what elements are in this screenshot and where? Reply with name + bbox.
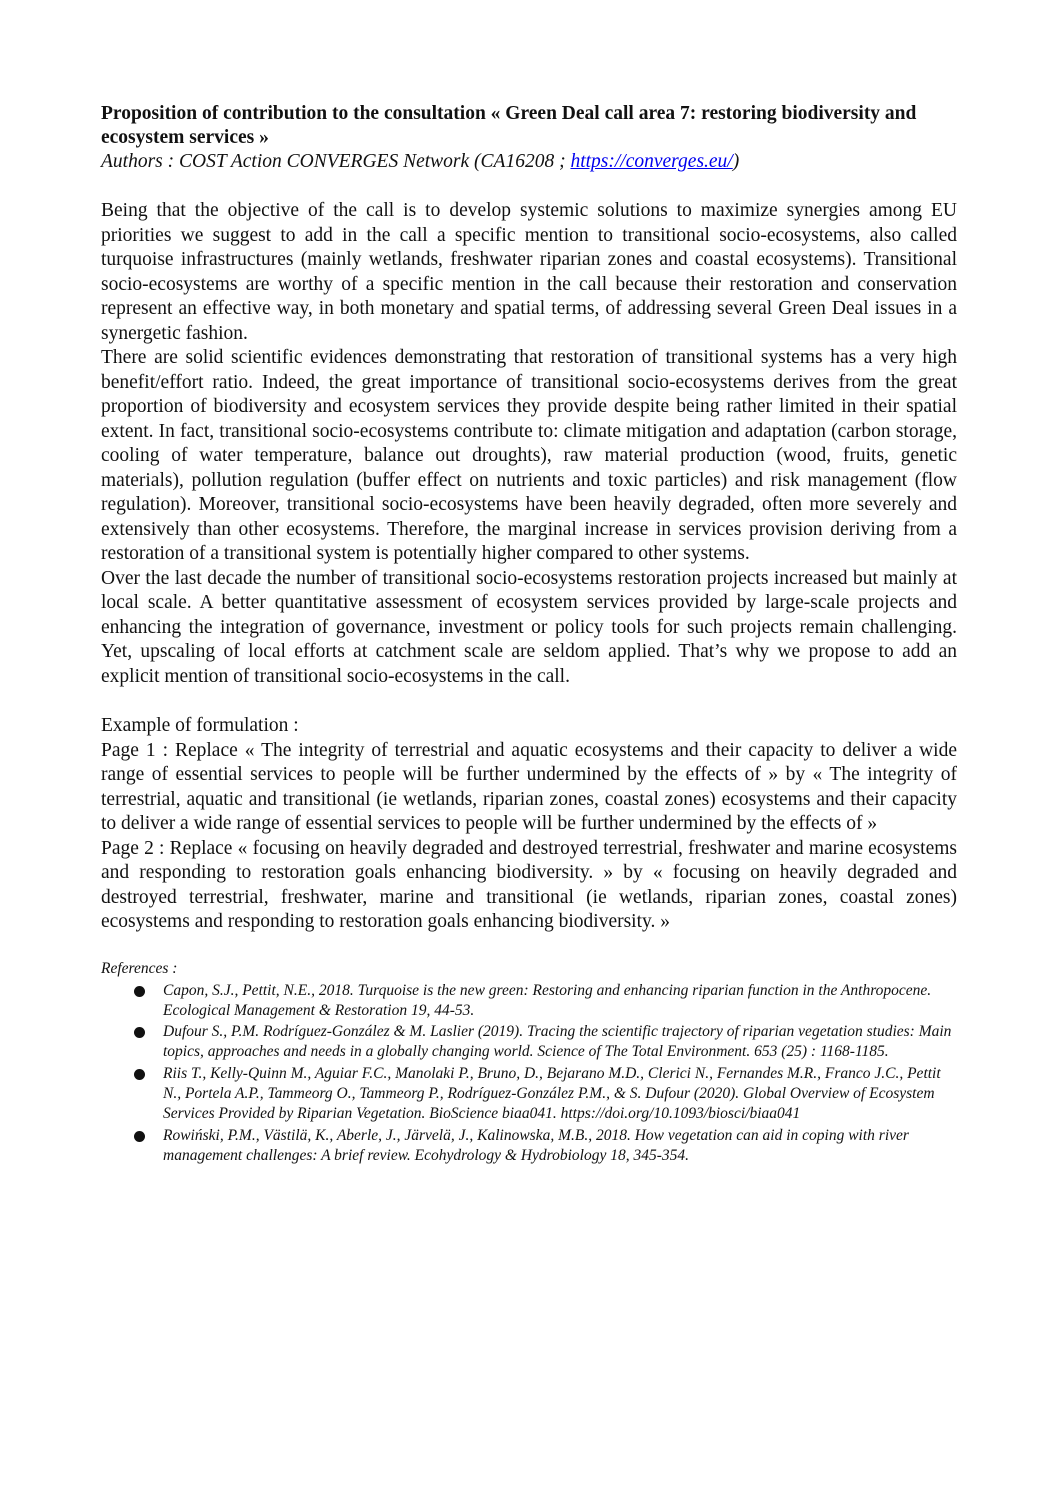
example-page-2: Page 2 : Replace « focusing on heavily degraded and destroyed terrestrial, freshwater and marine ecosystems and responding to restoration goals enhancing biodiversity. » by « focusing on heavily degraded and destroyed terrestrial, freshwater, marine and transitional (ie wetlands, riparian zones, coastal zones) ecosystems and responding to restoration goals enhancing biodiversity. »	[101, 837, 957, 932]
authors-suffix: )	[732, 151, 740, 172]
body-paragraph-1: Being that the objective of the call is to develop systemic solutions to maximize synergies among EU priorities we suggest to add in the call a specific mention to transitional socio-ecosystems, also called turquoise infrastructures (mainly wetlands, freshwater riparian zones and coastal ecosystems). Transitional socio-ecosystems are worthy of a specific mention in the call because their restoration and conservation represent an effective way, in both monetary and spatial terms, of addressing several Green Deal issues in a synergetic fashion.	[101, 200, 957, 344]
converges-link[interactable]: https://converges.eu/	[570, 151, 733, 172]
bullet-icon	[134, 1131, 145, 1142]
reference-text: Riis T., Kelly-Quinn M., Aguiar F.C., Manolaki P., Bruno, D., Bejarano M.D., Clerici N., Fernandes M.R., Franco J.C., Pettit N., Portela A.P., Tammeorg O., Tammeorg P., Rodríguez-González P.M., & S. Dufour (2020). Global Overview of Ecosystem Services Provided by Riparian Vegetation. BioScience biaa041. https://doi.org/10.1093/biosci/biaa041	[163, 1064, 941, 1123]
reference-item	[101, 1126, 957, 1167]
bullet-icon	[134, 1027, 145, 1038]
spacer	[101, 174, 957, 199]
body-paragraph-3: Over the last decade the number of transitional socio-ecosystems restoration projects increased but mainly at local scale. A better quantitative assessment of ecosystem services provided by large-scale projects and enhancing the integration of governance, investment or policy tools for such projects remain challenging. Yet, upscaling of local efforts at catchment scale are seldom applied. That’s why we propose to add an explicit mention of transitional socio-ecosystems in the call.	[101, 567, 957, 687]
reference-item	[101, 1064, 957, 1125]
authors-line	[101, 150, 957, 174]
body-paragraph-2: There are solid scientific evidences demonstrating that restoration of transitional systems has a very high benefit/effort ratio. Indeed, the great importance of transitional socio-ecosystems derives from the great proportion of biodiversity and ecosystem services they provide despite being rather limited in their spatial extent. In fact, transitional socio-ecosystems contribute to: climate mitigation and adaptation (carbon storage, cooling of water temperature, balance out droughts), raw material production (wood, fruits, genetic materials), pollution regulation (buffer effect on nutrients and toxic particles) and risk management (flow regulation). Moreover, transitional socio-ecosystems have been heavily degraded, often more severely and extensively than other ecosystems. Therefore, the marginal increase in services provision deriving from a restoration of a transitional system is potentially higher compared to other systems.	[101, 347, 957, 564]
document-page	[101, 102, 957, 1167]
reference-text: Dufour S., P.M. Rodríguez-González & M. Laslier (2019). Tracing the scientific trajectory of riparian vegetation studies: Main topics, approaches and needs in a globally changing world. Science of The Total Environment. 653 (25) : 1168-1185.	[163, 1023, 952, 1061]
references-list	[101, 981, 957, 1167]
document-title: Proposition of contribution to the consultation « Green Deal call area 7: restoring biodiversity and ecosystem services »	[101, 103, 917, 148]
reference-text: Capon, S.J., Pettit, N.E., 2018. Turquoise is the new green: Restoring and enhancing riparian function in the Anthropocene. Ecological Management & Restoration 19, 44-53.	[163, 981, 932, 1019]
spacer	[101, 935, 957, 959]
reference-item	[101, 1022, 957, 1063]
authors-text: Authors : COST Action CONVERGES Network (CA16208 ;	[101, 151, 571, 172]
reference-text: Rowiński, P.M., Västilä, K., Aberle, J., Järvelä, J., Kalinowska, M.B., 2018. How vegetation can aid in coping with river management challenges: A brief review. Ecohydrology & Hydrobiology 18, 345-354.	[163, 1126, 909, 1164]
bullet-icon	[134, 1069, 145, 1080]
reference-item	[101, 981, 957, 1022]
spacer	[101, 689, 957, 714]
bullet-icon	[134, 986, 145, 997]
references-heading: References :	[101, 959, 178, 977]
example-heading: Example of formulation :	[101, 715, 299, 736]
example-page-1: Page 1 : Replace « The integrity of terrestrial and aquatic ecosystems and their capacity to deliver a wide range of essential services to people will be further undermined by the effects of » by « The integrity of terrestrial, aquatic and transitional (ie wetlands, riparian zones, coastal zones) ecosystems and their capacity to deliver a wide range of essential services to people will be further undermined by the effects of »	[101, 739, 957, 834]
